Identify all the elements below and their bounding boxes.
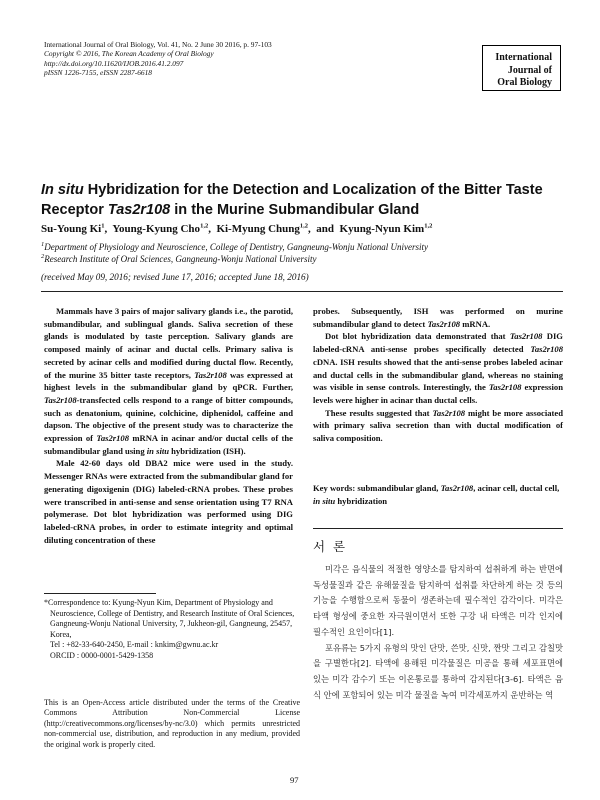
abstract-left-column (44, 305, 293, 546)
abstract-paragraph (44, 457, 293, 546)
abstract-paragraph (313, 330, 563, 406)
license-note: This is an Open-Access article distributed under the terms of the Creative Commons Attribution Non-Commercial License (http://creativecommons.org/licenses/by-nc/3.0) which permits unrestricted non-commercial use, distribution, and reproduction in any medium, provided the original work is properly cited. (44, 698, 300, 749)
abstract-paragraph (313, 407, 563, 445)
affiliation-sup: 1 (41, 241, 45, 248)
article-title (41, 180, 561, 220)
text-run: Male 42-60 days old DBA2 mice were used in the study. Messenger RNAs were extracted from the submandibular gland for generating digoxigenin (DIG) labeled-cRNA probes. These probes were transcribed in anti-sense and sense orientation using T7 RNA polymerase. Dot blot hybridization was performed using DIG labeled-cRNA probes, in order to estimate integrity and optimal diluting concentration of these (44, 458, 293, 545)
correspondence-orcid: ORCID : 0000-0001-5429-1358 (50, 650, 154, 660)
italic-term: Tas2r108 (488, 382, 522, 393)
author-sup: 1,2 (200, 222, 209, 230)
journal-name-box (482, 45, 561, 91)
text-run: cDNA. ISH results showed that the anti-sense probes labeled acinar and ductal cells in the submandibular gland, whereas no staining was visible in sense controls. Interestingly, the (313, 356, 563, 393)
title-divider (41, 291, 563, 292)
affiliation-text: Department of Physiology and Neuroscience, College of Dentistry, Gangneung-Wonju National University (44, 242, 429, 252)
author-name: Ki-Myung Chung (216, 223, 300, 235)
italic-term: Tas2r108 (440, 483, 474, 493)
author-name: Young-Kyung Cho (112, 223, 201, 235)
issn-line: pISSN 1226-7155, eISSN 2287-6618 (44, 68, 152, 78)
affiliations (41, 242, 561, 265)
copyright-line: Copyright © 2016, The Korean Academy of Oral Biology (44, 49, 214, 59)
affiliation-line (41, 242, 561, 254)
title-gene: Tas2r108 (107, 202, 171, 218)
abstract-right-column (313, 305, 563, 445)
text-run: was expressed at highest levels in the submandibular gland by qPCR. Further, (44, 369, 293, 393)
correspondence-address: *Correspondence to: Kyung-Nyun Kim, Department of Physiology and Neuroscience, College of Dentistry, and Research Institute of Oral Sciences, Gangneung-Wonju National University, 7, Jukheon-gil, Gangneung, 25457, Korea, (44, 598, 295, 639)
text-run: Key words: submandibular gland, (313, 483, 441, 493)
title-text-end: in the Murine Submandibular Gland (170, 202, 420, 218)
correspondence-contact: Tel : +82-33-640-2450, E-mail : knkim@gwnu.ac.kr (50, 640, 219, 649)
italic-term: in situ (146, 445, 169, 456)
text-run: These results suggested that (325, 407, 433, 418)
author-name: Kyung-Nyun Kim (339, 223, 425, 235)
author-sup: 1 (101, 222, 105, 230)
journal-name-line: Oral Biology (497, 77, 552, 88)
introduction-paragraph: 포유류는 5가지 유형의 맛인 단맛, 쓴맛, 신맛, 짠맛 그리고 감칠맛을 구별한다[2]. 타액에 용해된 미각물질은 미공을 통해 세포표면에 있는 미각 감수기 또는 이온통로를 통하여 감지된다[3-6]. 타액은 음식 안에 포함되어 있는 미각 물질을 녹여 미각세포까지 운반하는 역 (313, 642, 563, 700)
italic-term: in situ (313, 495, 336, 506)
text-run: hybridization (335, 495, 388, 506)
text-run: Mammals have 3 pairs of major salivary glands i.e., the parotid, submandibular, and sublingual glands. Saliva secretion of these glands is modulated by taste perception. Salivary glands are composed mainly of acinar and ductal cells. Primary saliva is secreted by acinar cells and modified during ductal flow. Recently, of the murine 35 bitter taste receptors, (44, 306, 293, 380)
section-title-introduction: 서 론 (313, 539, 348, 554)
section-divider (313, 528, 563, 529)
text-run: mRNA. (460, 318, 491, 329)
journal-header (44, 40, 374, 78)
author-name: Su-Young Ki (41, 223, 102, 235)
text-run: expression levels were higher in acinar than ductal cells. (313, 382, 563, 405)
correspondence-note (44, 598, 300, 661)
italic-term: Tas2r108 (96, 433, 130, 444)
text-run: mRNA in acinar and/or ductal cells of the submandibular gland using (44, 433, 293, 456)
affiliation-sup: 2 (41, 252, 45, 260)
italic-term: Tas2r108 (530, 344, 563, 355)
introduction-paragraph: 미각은 음식물의 적절한 영양소를 탐지하여 섭취하게 하는 반면에 독성물질과 같은 유해물질을 탐지하여 섭취를 차단하게 하는 것 등의 기능을 수행함으로써 동물이 생존하는데 필수적인 감각이다. 미각은 타액 형성에 중요한 자극원이면서 또한 구강 내 타액은 미각 인지에 필수적인 요인이다[1]. (313, 564, 563, 637)
abstract-paragraph (44, 305, 293, 457)
page-number: 97 (290, 775, 299, 785)
doi-line: http://dx.doi.org/10.11620/IJOB.2016.41.2.097 (44, 58, 184, 68)
affiliation-text: Research Institute of Oral Sciences, Gangneung-Wonju National University (44, 253, 317, 264)
title-italic: In situ (41, 182, 84, 198)
text-run: , acinar cell, ductal cell, (473, 483, 560, 493)
italic-term: Tas2r108 (194, 369, 227, 380)
italic-term: Tas2r108 (44, 394, 77, 405)
keywords (313, 482, 563, 507)
text-run: DIG labeled-cRNA anti-sense probes specifically detected (313, 331, 563, 355)
italic-term: Tas2r108 (432, 407, 466, 418)
text-run: Dot blot hybridization data demonstrated that (325, 331, 510, 342)
abstract-paragraph (313, 305, 563, 330)
citation-line: International Journal of Oral Biology, Vol. 41, No. 2 June 30 2016, p. 97-103 (44, 40, 272, 49)
journal-name-line: Journal of (507, 64, 552, 76)
text-run: hybridization (ISH). (169, 445, 246, 456)
author-sup: 1,2 (299, 222, 309, 230)
text-run: probes. Subsequently, ISH was performed on murine submandibular gland to detect (313, 306, 563, 329)
text-run: -transfected cells respond to a range of bitter compounds, such as denatonium, quinine, colchicine, diphenidol, caffeine and dapson. The objective of the present study was to characterize the expression of (44, 394, 293, 444)
italic-term: Tas2r108 (427, 318, 461, 329)
introduction-text (313, 562, 563, 703)
title-text: Hybridization for the Detection and Localization of the Bitter Taste Receptor (41, 182, 543, 218)
author-list: Su-Young Ki$^1$, Young-Kyung Cho$^{1,2}$, Ki-Myung Chung$^{1,2}$, and Kyung-Nyun Kim$^{1,2}$ (41, 222, 433, 235)
affiliation-line (41, 254, 561, 266)
journal-name-line: International (495, 52, 552, 63)
received-dates: (received May 09, 2016; revised June 17, 2016; accepted June 18, 2016) (41, 272, 309, 282)
author-sup: 1,2 (424, 222, 433, 230)
italic-term: Tas2r108 (509, 331, 543, 342)
text-run: might be more associated with primary saliva secretion than with ductal modification of saliva composition. (313, 407, 564, 444)
footnote-divider (44, 593, 156, 594)
